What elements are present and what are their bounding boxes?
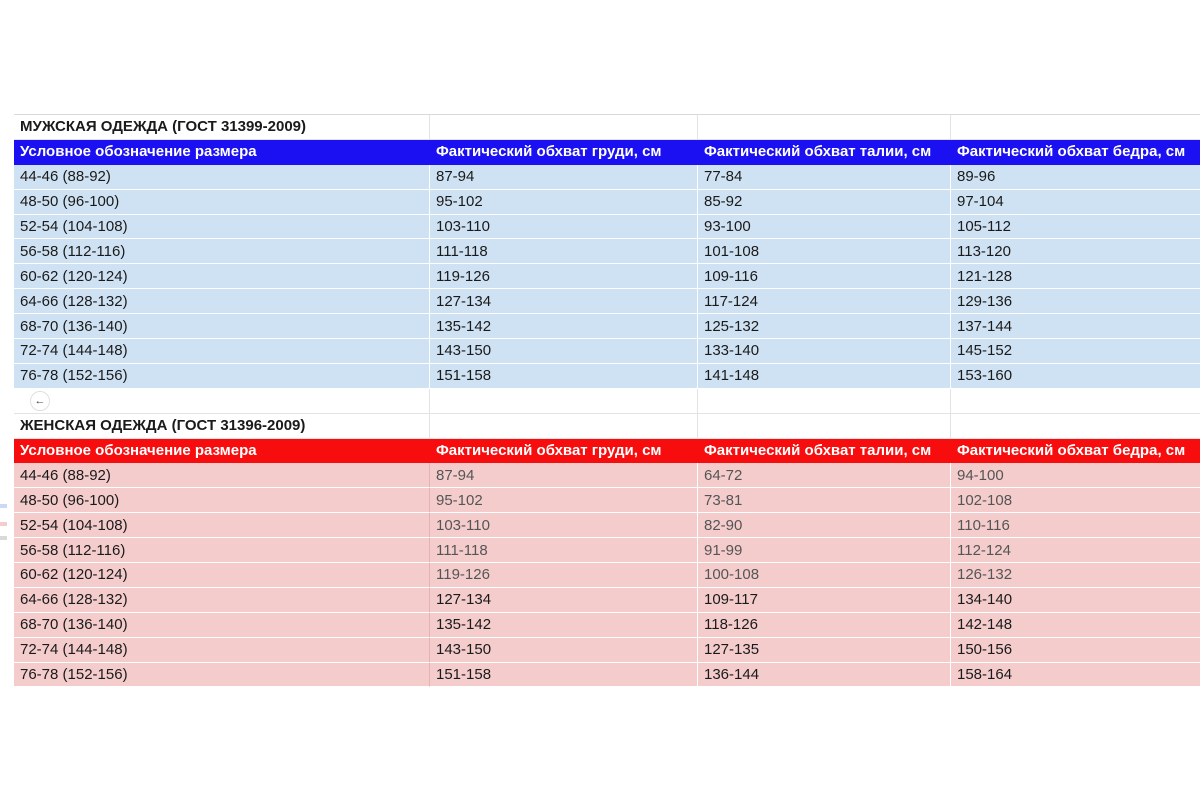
- empty-cell[interactable]: [430, 414, 698, 439]
- empty-cell[interactable]: [951, 389, 1200, 414]
- table-cell[interactable]: 111-118: [430, 239, 698, 264]
- table-cell[interactable]: 64-66 (128-132): [14, 289, 430, 314]
- table-cell[interactable]: 119-126: [430, 563, 698, 588]
- table-cell[interactable]: 87-94: [430, 463, 698, 488]
- table-cell[interactable]: 52-54 (104-108): [14, 513, 430, 538]
- empty-cell[interactable]: [430, 389, 698, 414]
- table-row: [14, 638, 1200, 663]
- table-cell[interactable]: 143-150: [430, 339, 698, 364]
- table-cell[interactable]: 109-117: [698, 588, 951, 613]
- table-cell[interactable]: 94-100: [951, 463, 1200, 488]
- table-cell[interactable]: 82-90: [698, 513, 951, 538]
- table-cell[interactable]: 117-124: [698, 289, 951, 314]
- table-cell[interactable]: 158-164: [951, 663, 1200, 688]
- table-cell[interactable]: 64-66 (128-132): [14, 588, 430, 613]
- table-cell[interactable]: 102-108: [951, 488, 1200, 513]
- table-cell[interactable]: 48-50 (96-100): [14, 488, 430, 513]
- table-cell[interactable]: 48-50 (96-100): [14, 190, 430, 215]
- table-row: [14, 339, 1200, 364]
- column-header-chest[interactable]: Фактический обхват груди, см: [430, 140, 698, 165]
- table-cell[interactable]: 103-110: [430, 215, 698, 240]
- women-title-row: [14, 414, 1200, 439]
- table-row: [14, 364, 1200, 389]
- table-cell[interactable]: 118-126: [698, 613, 951, 638]
- empty-cell[interactable]: [698, 389, 951, 414]
- table-cell[interactable]: 56-58 (112-116): [14, 239, 430, 264]
- table-cell[interactable]: 125-132: [698, 314, 951, 339]
- spacer-row: [14, 389, 1200, 414]
- men-section: [14, 115, 1200, 389]
- table-cell[interactable]: 68-70 (136-140): [14, 314, 430, 339]
- table-cell[interactable]: 135-142: [430, 314, 698, 339]
- table-cell[interactable]: 100-108: [698, 563, 951, 588]
- table-cell[interactable]: 135-142: [430, 613, 698, 638]
- table-row: [14, 613, 1200, 638]
- table-cell[interactable]: 151-158: [430, 364, 698, 389]
- table-cell[interactable]: 109-116: [698, 264, 951, 289]
- column-header-size[interactable]: Условное обозначение размера: [14, 140, 430, 165]
- column-header-waist[interactable]: Фактический обхват талии, см: [698, 140, 951, 165]
- table-cell[interactable]: 76-78 (152-156): [14, 364, 430, 389]
- column-header-hips[interactable]: Фактический обхват бедра, см: [951, 439, 1200, 464]
- women-header-row: [14, 439, 1200, 464]
- table-cell[interactable]: 105-112: [951, 215, 1200, 240]
- table-cell[interactable]: 44-46 (88-92): [14, 165, 430, 190]
- table-row: [14, 264, 1200, 289]
- table-cell[interactable]: 119-126: [430, 264, 698, 289]
- column-header-size[interactable]: Условное обозначение размера: [14, 439, 430, 464]
- table-cell[interactable]: 136-144: [698, 663, 951, 688]
- table-row: [14, 289, 1200, 314]
- empty-cell[interactable]: [430, 115, 698, 140]
- table-cell[interactable]: 44-46 (88-92): [14, 463, 430, 488]
- table-cell[interactable]: 95-102: [430, 190, 698, 215]
- table-cell[interactable]: 137-144: [951, 314, 1200, 339]
- table-cell[interactable]: 127-135: [698, 638, 951, 663]
- table-cell[interactable]: 110-116: [951, 513, 1200, 538]
- edge-marker: [0, 522, 7, 526]
- table-cell[interactable]: 97-104: [951, 190, 1200, 215]
- table-cell[interactable]: 76-78 (152-156): [14, 663, 430, 688]
- table-cell[interactable]: 145-152: [951, 339, 1200, 364]
- empty-cell[interactable]: [14, 389, 430, 414]
- table-cell[interactable]: 56-58 (112-116): [14, 538, 430, 563]
- table-cell[interactable]: 89-96: [951, 165, 1200, 190]
- empty-cell[interactable]: [698, 414, 951, 439]
- table-cell[interactable]: 142-148: [951, 613, 1200, 638]
- table-cell[interactable]: 127-134: [430, 588, 698, 613]
- table-cell[interactable]: 129-136: [951, 289, 1200, 314]
- edge-marker: [0, 536, 7, 540]
- table-row: [14, 190, 1200, 215]
- table-row: [14, 165, 1200, 190]
- table-cell[interactable]: 112-124: [951, 538, 1200, 563]
- table-cell[interactable]: 101-108: [698, 239, 951, 264]
- edge-marker: [0, 504, 7, 508]
- table-cell[interactable]: 68-70 (136-140): [14, 613, 430, 638]
- table-cell[interactable]: 153-160: [951, 364, 1200, 389]
- arrow-left-icon[interactable]: ←: [30, 391, 50, 411]
- table-row: [14, 215, 1200, 240]
- table-cell[interactable]: 77-84: [698, 165, 951, 190]
- table-cell[interactable]: 60-62 (120-124): [14, 563, 430, 588]
- table-cell[interactable]: 134-140: [951, 588, 1200, 613]
- table-cell[interactable]: 143-150: [430, 638, 698, 663]
- table-cell[interactable]: 72-74 (144-148): [14, 638, 430, 663]
- table-cell[interactable]: 95-102: [430, 488, 698, 513]
- table-cell[interactable]: 91-99: [698, 538, 951, 563]
- table-row: [14, 488, 1200, 513]
- women-section: [14, 414, 1200, 688]
- table-cell[interactable]: 64-72: [698, 463, 951, 488]
- women-title[interactable]: ЖЕНСКАЯ ОДЕЖДА (ГОСТ 31396-2009): [14, 414, 430, 439]
- spreadsheet: [14, 114, 1200, 687]
- table-row: [14, 513, 1200, 538]
- table-cell[interactable]: 111-118: [430, 538, 698, 563]
- table-cell[interactable]: 133-140: [698, 339, 951, 364]
- table-cell[interactable]: 113-120: [951, 239, 1200, 264]
- table-cell[interactable]: 121-128: [951, 264, 1200, 289]
- table-cell[interactable]: 127-134: [430, 289, 698, 314]
- table-row: [14, 663, 1200, 688]
- men-title[interactable]: МУЖСКАЯ ОДЕЖДА (ГОСТ 31399-2009): [14, 115, 430, 140]
- sheet-tab-widget: [0, 496, 8, 566]
- men-title-row: [14, 115, 1200, 140]
- table-cell[interactable]: 87-94: [430, 165, 698, 190]
- table-row: [14, 463, 1200, 488]
- table-cell[interactable]: 60-62 (120-124): [14, 264, 430, 289]
- empty-cell[interactable]: [698, 115, 951, 140]
- table-row: [14, 314, 1200, 339]
- table-cell[interactable]: 72-74 (144-148): [14, 339, 430, 364]
- table-cell[interactable]: 141-148: [698, 364, 951, 389]
- table-cell[interactable]: 73-81: [698, 488, 951, 513]
- men-header-row: [14, 140, 1200, 165]
- empty-cell[interactable]: [951, 115, 1200, 140]
- column-header-chest[interactable]: Фактический обхват груди, см: [430, 439, 698, 464]
- table-cell[interactable]: 93-100: [698, 215, 951, 240]
- empty-cell[interactable]: [951, 414, 1200, 439]
- column-header-hips[interactable]: Фактический обхват бедра, см: [951, 140, 1200, 165]
- table-cell[interactable]: 151-158: [430, 663, 698, 688]
- table-row: [14, 239, 1200, 264]
- table-row: [14, 563, 1200, 588]
- table-row: [14, 538, 1200, 563]
- table-row: [14, 588, 1200, 613]
- table-cell[interactable]: 150-156: [951, 638, 1200, 663]
- table-cell[interactable]: 126-132: [951, 563, 1200, 588]
- table-cell[interactable]: 103-110: [430, 513, 698, 538]
- table-cell[interactable]: 52-54 (104-108): [14, 215, 430, 240]
- table-cell[interactable]: 85-92: [698, 190, 951, 215]
- column-header-waist[interactable]: Фактический обхват талии, см: [698, 439, 951, 464]
